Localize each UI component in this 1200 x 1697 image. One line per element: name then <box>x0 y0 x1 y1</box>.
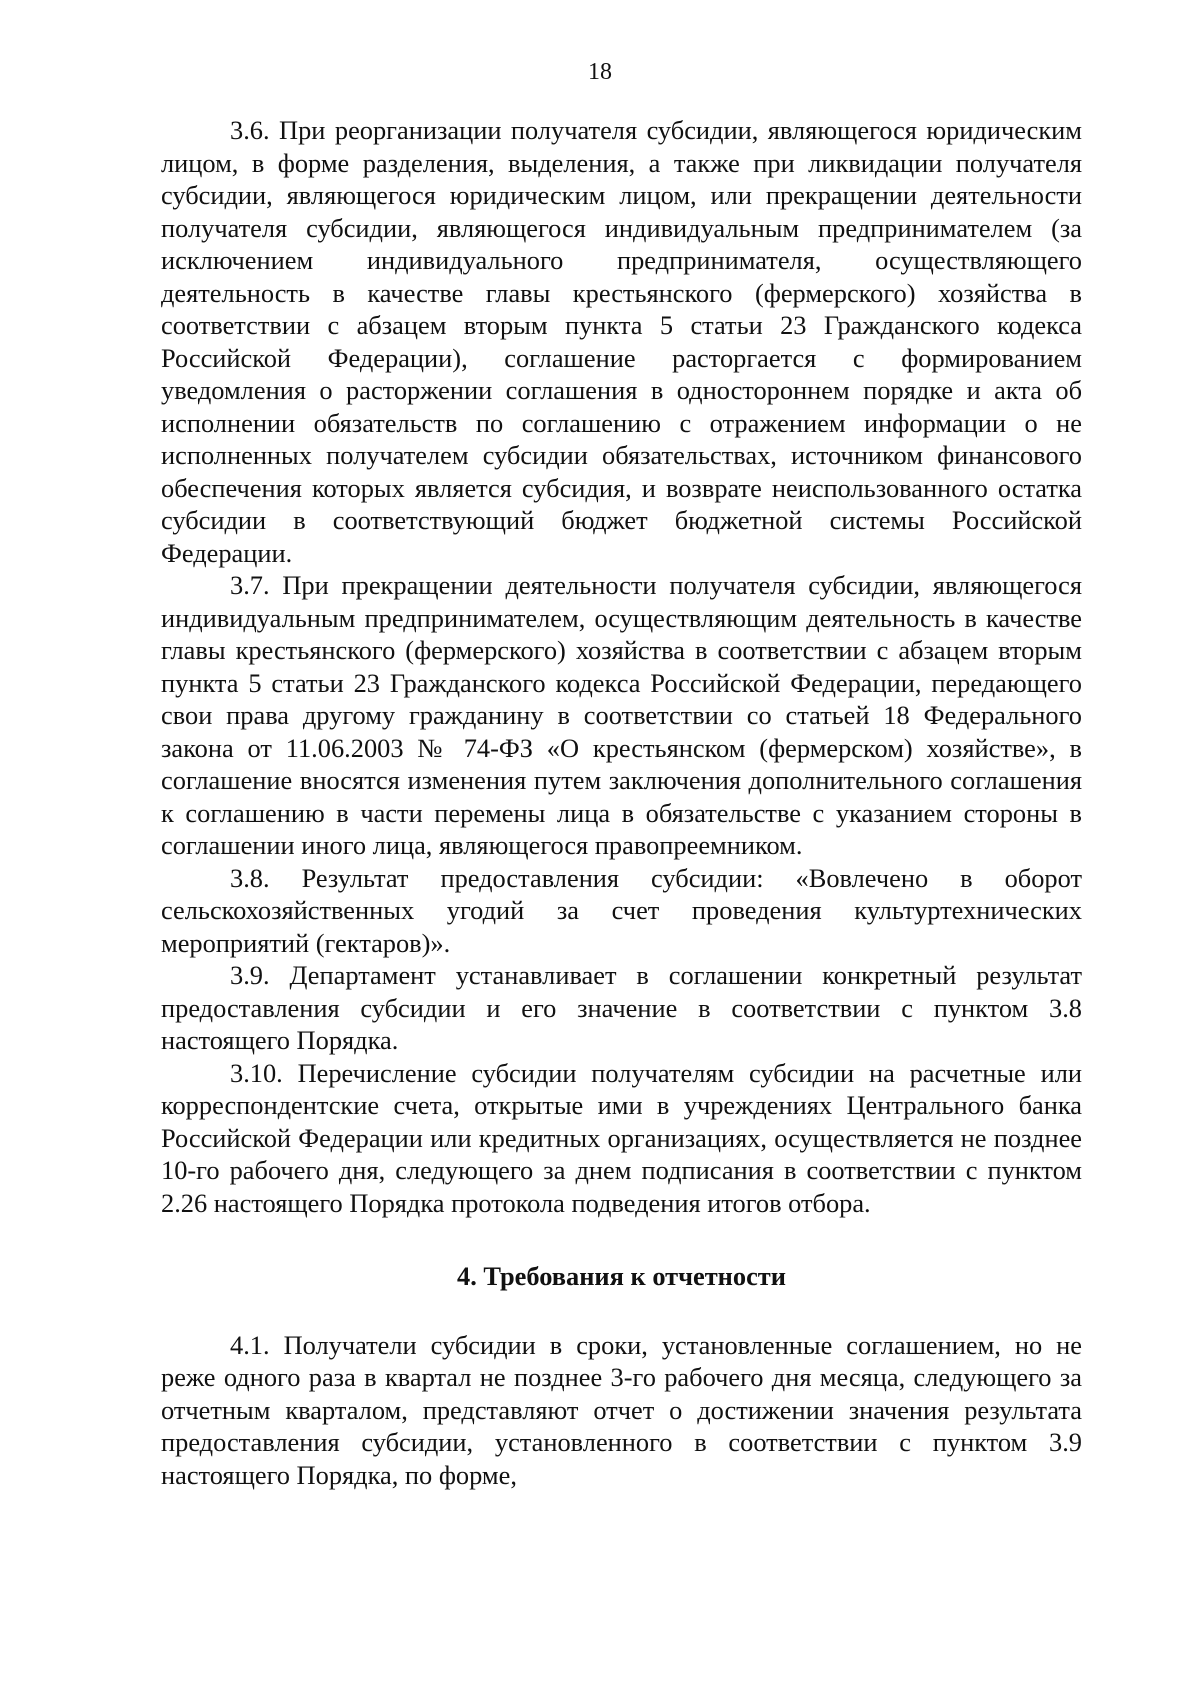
paragraph-3-7: 3.7. При прекращении деятельности получателя субсидии, являющегося индивидуальным предпринимателем, осуществляющим деятельность в качестве главы крестьянского (фермерского) хозяйства в соответствии с абзацем вторым пункта 5 статьи 23 Гражданского кодекса Российской Федерации, передающего свои права другому гражданину в соответствии со статьей 18 Федерального закона от 11.06.2003 № 74-ФЗ «О крестьянском (фермерском) хозяйстве», в соглашение вносятся изменения путем заключения дополнительного соглашения к соглашению в части перемены лица в обязательстве с указанием стороны в соглашении иного лица, являющегося правопреемником. <box>161 570 1082 860</box>
paragraph-4-1: 4.1. Получатели субсидии в сроки, установленные соглашением, но не реже одного раза в квартал не позднее 3-го рабочего дня месяца, следующего за отчетным кварталом, представляют отчет о достижении значения результата предоставления субсидии, установленного в соответствии с пунктом 3.9 настоящего Порядка, по форме, <box>161 1329 1082 1490</box>
paragraph-3-9: 3.9. Департамент устанавливает в соглашении конкретный результат предоставления субсидии и его значение в соответствии с пунктом 3.8 настоящего Порядка. <box>161 960 1082 1055</box>
page-number: 18 <box>588 59 612 85</box>
document-body <box>161 114 1082 1491</box>
paragraph-3-10: 3.10. Перечисление субсидии получателям субсидии на расчетные или корреспондентские счета, открытые ими в учреждениях Центрального банка Российской Федерации или кредитных организациях, осуществляется не позднее 10-го рабочего дня, следующего за днем подписания в соответствии с пунктом 2.26 настоящего Порядка протокола подведения итогов отбора. <box>161 1057 1082 1218</box>
paragraph-3-8: 3.8. Результат предоставления субсидии: «Вовлечено в оборот сельскохозяйственных угодий за счет проведения культуртехнических мероприятий (гектаров)». <box>161 862 1082 958</box>
paragraph-3-6: 3.6. При реорганизации получателя субсидии, являющегося юридическим лицом, в форме разделения, выделения, а также при ликвидации получателя субсидии, являющегося юридическим лицом, или прекращении деятельности получателя субсидии, являющегося индивидуальным предпринимателем (за исключением индивидуального предпринимателя, осуществляющего деятельность в качестве главы крестьянского (фермерского) хозяйства в соответствии с абзацем вторым пункта 5 статьи 23 Гражданского кодекса Российской Федерации), соглашение расторгается с формированием уведомления о расторжении соглашения в одностороннем порядке и акта об исполнении обязательств по соглашению с отражением информации о не исполненных получателем субсидии обязательствах, источником финансового обеспечения которых является субсидия, и возврате неиспользованного остатка субсидии в соответствующий бюджет бюджетной системы Российской Федерации. <box>161 115 1082 568</box>
section-heading: 4. Требования к отчетности <box>457 1261 786 1291</box>
